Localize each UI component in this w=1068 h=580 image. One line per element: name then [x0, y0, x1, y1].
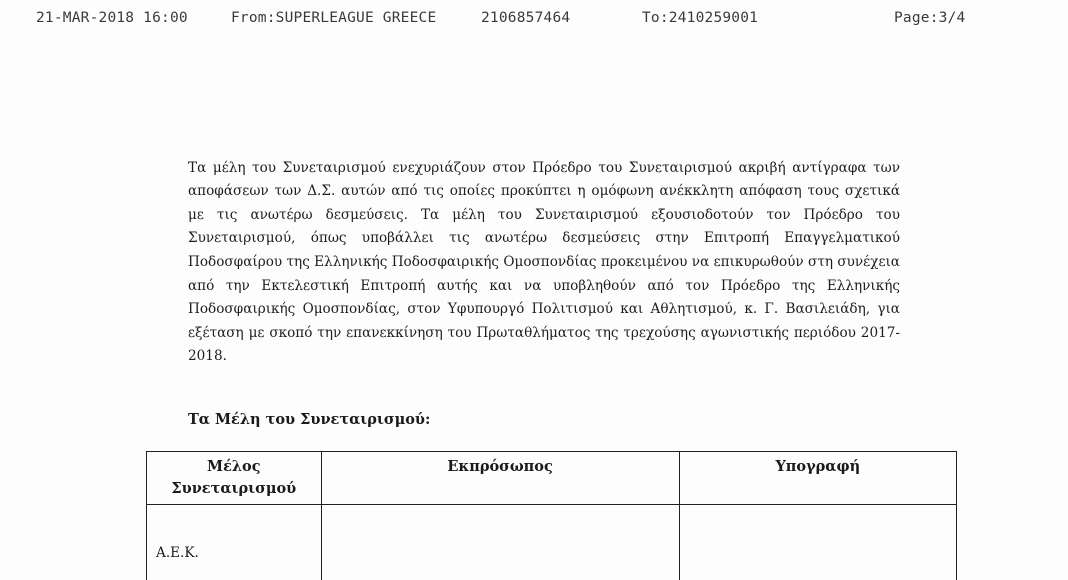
representative-cell: [321, 505, 679, 580]
members-heading: Τα Μέλη του Συνεταιρισμού:: [188, 411, 431, 428]
column-header-signature: Υπογραφή: [679, 452, 956, 505]
fax-from: From:SUPERLEAGUE GREECE: [231, 10, 437, 26]
column-header-member: [147, 452, 322, 505]
column-header-member-line2: Συνεταιρισμού: [171, 480, 297, 497]
signature-cell: [679, 505, 956, 580]
table-row: [147, 505, 957, 580]
fax-from-phone: 2106857464: [481, 10, 571, 26]
body-paragraph: Τα μέλη του Συνεταιρισμού ενεχυριάζουν στον Πρόεδρο του Συνεταιρισμού ακριβή αντίγραφα των αποφάσεων των Δ.Σ. αυτών από τις οποίες προκύπτει η ομόφωνη ανέκκλητη απόφαση τους σχετικά με τις ανωτέρω δεσμεύσεις. Τα μέλη του Συνεταιρισμού εξουσιοδοτούν τον Πρόεδρο του Συνεταιρισμού, όπως υποβάλλει τις ανωτέρω δεσμεύσεις στην Επιτροπή Επαγγελματικού Ποδοσφαίρου της Ελληνικής Ποδοσφαιρικής Ομοσπονδίας προκειμένου να επικυρωθούν στη συνέχεια από την Εκτελεστική Επιτροπή αυτής και να υποβληθούν από τον Πρόεδρο της Ελληνικής Ποδοσφαιρικής Ομοσπονδίας, στον Υφυπουργό Πολιτισμού και Αθλητισμού, κ. Γ. Βασιλειάδη, για εξέταση με σκοπό την επανεκκίνηση του Πρωταθλήματος της τρεχούσης αγωνιστικής περιόδου 2017-2018.: [188, 159, 900, 365]
members-table: [146, 451, 957, 580]
member-cell: Α.Ε.Κ.: [147, 505, 322, 580]
fax-to: To:2410259001: [642, 10, 759, 26]
members-table-header-row: [147, 452, 957, 505]
column-header-representative: Εκπρόσωπος: [321, 452, 679, 505]
fax-datetime: 21-MAR-2018 16:00: [36, 10, 188, 26]
column-header-member-line1: Μέλος: [207, 458, 261, 475]
fax-header: [0, 8, 1068, 32]
fax-page-number: Page:3/4: [894, 10, 966, 26]
